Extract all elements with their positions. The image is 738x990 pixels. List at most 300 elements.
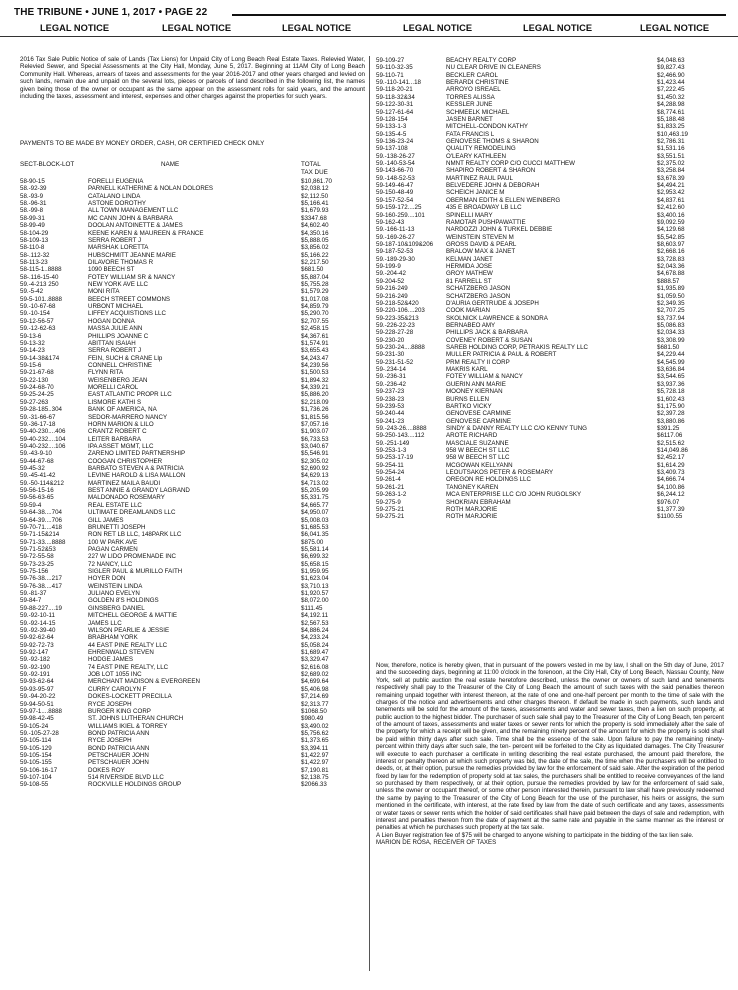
parcel-owner: ST. JOHNS LUTHERAN CHURCH: [88, 715, 184, 723]
parcel-row: [20, 509, 365, 516]
parcel-sbl: 59-127-61-64: [376, 108, 414, 116]
parcel-sbl: 58.-92-39: [20, 185, 47, 193]
signature-line: MARION DE ROSA, RECEIVER OF TAXES: [376, 839, 497, 846]
parcel-sbl: 59-275-21: [376, 505, 405, 513]
parcel-row: [20, 355, 365, 362]
parcel-owner: NARDOZZI JOHN & TURKEL DEBBIE: [446, 226, 553, 234]
parcel-row: [20, 252, 365, 259]
parcel-row: [376, 204, 721, 211]
parcel-owner: PETSCHAUER JOHN: [88, 759, 149, 767]
parcel-total: $5,331.75: [301, 494, 329, 502]
parcel-owner: BERARDI CHRISTINE: [446, 79, 509, 87]
parcel-sbl: 59.-169-26-27: [376, 233, 415, 241]
parcel-row: [376, 256, 721, 263]
parcel-sbl: 59-105-129: [20, 744, 52, 752]
parcel-total: $2,690.92: [301, 465, 329, 473]
parcel-owner: WEINSTEIN LINDA: [88, 582, 143, 590]
parcel-row: [376, 462, 721, 469]
parcel-total: $2,112.50: [301, 192, 329, 200]
parcel-sbl: 59-71-52&53: [20, 545, 56, 553]
parcel-total: $111.45: [301, 604, 323, 612]
parcel-owner: MAKRIS KARL: [446, 366, 488, 374]
parcel-owner: BURNS ELLEN: [446, 395, 489, 403]
parcel-sbl: 59-228-27-28: [376, 329, 414, 337]
parcel-row: [376, 219, 721, 226]
parcel-owner: SPINELLI MARY: [446, 211, 493, 219]
parcel-total: $3,710.13: [301, 582, 329, 590]
parcel-owner: REAL ESTATE LLC: [88, 501, 142, 509]
parcel-owner: GENOVESE CARMINE: [446, 417, 511, 425]
parcel-owner: NEW YORK AVE LLC: [88, 281, 148, 289]
parcel-row: [376, 197, 721, 204]
parcel-sbl: 59-56-15-16: [20, 487, 54, 495]
parcel-owner: WILSON PEARLIE & JESSIE: [88, 626, 170, 634]
parcel-total: $5,756.62: [301, 729, 329, 737]
parcel-total: $1,531.16: [657, 145, 685, 153]
parcel-owner: BERNABEO AMY: [446, 321, 496, 329]
parcel-sbl: 59-231-51-52: [376, 358, 414, 366]
parcel-row: [376, 160, 721, 167]
parcel-row: [376, 351, 721, 358]
parcel-sbl: 58-104-29: [20, 229, 49, 237]
parcel-sbl: 59-97-1....8888: [20, 707, 62, 715]
parcel-sbl: 59-15-6: [20, 361, 42, 369]
parcel-sbl: 59-128-154: [376, 115, 408, 123]
parcel-sbl: 59-12-56-57: [20, 317, 54, 325]
parcel-row: [376, 373, 721, 380]
parcel-sbl: 59-230-20: [376, 336, 405, 344]
parcel-total: $1,017.08: [301, 295, 329, 303]
parcel-sbl: 59.-251-149: [376, 439, 410, 447]
parcel-owner: LEVINE HAROLD & LISA MALLON: [88, 472, 186, 480]
parcel-sbl: 59-.234-14: [376, 366, 406, 374]
parcel-total: $4,288.98: [657, 101, 685, 109]
parcel-row: [20, 531, 365, 538]
parcel-row: [20, 450, 365, 457]
parcel-total: $6,699.32: [301, 553, 329, 561]
parcel-sbl: 59-14-23: [20, 347, 45, 355]
parcel-sbl: 59-254-24: [376, 469, 405, 477]
parcel-sbl: 59-136-23-24: [376, 137, 414, 145]
parcel-owner: CURRY CAROLYN F: [88, 685, 147, 693]
parcel-owner: CATALANO LINDA: [88, 192, 141, 200]
parcel-sbl: 59-237-23: [376, 388, 405, 396]
parcel-row: [20, 701, 365, 708]
parcel-sbl: 59-239-53: [376, 402, 405, 410]
parcel-row: [376, 499, 721, 506]
parcel-row: [376, 182, 721, 189]
parcel-total: $4,350.16: [301, 229, 329, 237]
parcel-sbl: 59-98-42-45: [20, 715, 54, 723]
parcel-total: $980.49: [301, 715, 324, 723]
parcel-owner: WEISENBERG JEAN: [88, 376, 148, 384]
parcel-row: [20, 414, 365, 421]
parcel-owner: BEECH STREET COMMONS: [88, 295, 171, 303]
parcel-owner: HODGE JAMES: [88, 656, 134, 664]
parcel-owner: JOB LOT 1055 INC: [88, 671, 142, 679]
parcel-total: $2,349.35: [657, 299, 685, 307]
parcel-sbl: 59-204-52: [376, 277, 405, 285]
parcel-sbl: 59-108-55: [20, 781, 49, 789]
parcel-total: $6,733.53: [301, 435, 329, 443]
parcel-total: $1,059.50: [657, 292, 685, 300]
parcel-total: $3,490.02: [301, 722, 329, 730]
parcel-total: $2,397.28: [657, 410, 685, 418]
parcel-sbl: 59-106-16-17: [20, 766, 58, 774]
parcel-row: [376, 440, 721, 447]
parcel-total: $8,072.00: [301, 597, 329, 605]
parcel-total: $888.57: [657, 277, 680, 285]
parcel-row: [376, 469, 721, 476]
parcel-total: $1100.55: [657, 513, 683, 521]
parcel-total: $7,222.45: [657, 86, 685, 94]
parcel-total: $5,887.04: [301, 273, 329, 281]
parcel-sbl: 59.-10-67-68: [20, 303, 56, 311]
parcel-owner: MULLER PATRICIA & PAUL & ROBERT: [446, 351, 557, 359]
parcel-row: [376, 366, 721, 373]
parcel-owner: JULIANO EVELYN: [88, 590, 140, 598]
parcel-owner: IPA ASSET MGMT, LLC: [88, 442, 154, 450]
parcel-row: [20, 723, 365, 730]
parcel-sbl: 59-218-52&420: [376, 299, 419, 307]
parcel-sbl: 59-22-130: [20, 376, 49, 384]
parcel-row: [376, 337, 721, 344]
parcel-row: [20, 296, 365, 303]
parcel-row: [20, 494, 365, 501]
parcel-sbl: 59.-166-11-13: [376, 226, 415, 234]
parcel-row: [20, 281, 365, 288]
parcel-sbl: 58-.112-32: [20, 251, 50, 259]
parcel-list-right: [376, 57, 721, 521]
masthead: THE TRIBUNE • JUNE 1, 2017 • PAGE 22: [14, 7, 208, 18]
parcel-total: $4,666.74: [657, 476, 685, 484]
parcel-total: $875.00: [301, 538, 324, 546]
parcel-sbl: 59.-236-31: [376, 373, 406, 381]
parcel-row: [20, 384, 365, 391]
parcel-total: $2,217.50: [301, 258, 329, 266]
parcel-owner: MC CANN JOHN & BARBARA: [88, 214, 173, 222]
parcel-total: $3,678.39: [657, 174, 685, 182]
parcel-sbl: 59-216-249: [376, 292, 408, 300]
parcel-sbl: 59-238-23: [376, 395, 405, 403]
section-header: LEGAL NOTICE: [523, 23, 593, 33]
parcel-row: [20, 708, 365, 715]
parcel-sbl: 59.-92-191: [20, 671, 50, 679]
parcel-sbl: 59-135-4-5: [376, 130, 407, 138]
parcel-owner: KELMAN JANET: [446, 255, 493, 263]
parcel-total: $2,043.36: [657, 263, 685, 271]
parcel-row: [20, 347, 365, 354]
section-header: LEGAL NOTICE: [640, 23, 710, 33]
parcel-row: [20, 664, 365, 671]
parcel-owner: MERCHANT MADISON & EVERGREEN: [88, 678, 200, 686]
parcel-owner: FOTEY WILLIAM & NANCY: [446, 373, 523, 381]
parcel-row: [376, 447, 721, 454]
parcel-owner: SCHMEELK MICHAEL: [446, 108, 510, 116]
parcel-owner: COOK MARIAN: [446, 307, 491, 315]
parcel-total: $4,713.02: [301, 479, 329, 487]
parcel-total: $3,737.94: [657, 314, 685, 322]
parcel-sbl: 59-92-147: [20, 649, 49, 656]
parcel-row: [376, 175, 721, 182]
parcel-owner: COOGAN CHRISTOPHER: [88, 457, 163, 465]
parcel-row: [376, 476, 721, 483]
parcel-total: $1,815.56: [301, 413, 329, 421]
parcel-row: [376, 344, 721, 351]
parcel-total: $1,894.32: [301, 376, 329, 384]
parcel-total: $4,339.21: [301, 384, 329, 392]
parcel-sbl: 59-118-20-21: [376, 86, 413, 94]
parcel-row: [20, 767, 365, 774]
parcel-owner: SCHEICH JANICE M: [446, 189, 505, 197]
parcel-row: [20, 553, 365, 560]
parcel-owner: BOND PATRICIA ANN: [88, 729, 150, 737]
parcel-row: [20, 730, 365, 737]
parcel-row: [20, 546, 365, 553]
parcel-owner: 958 W BEECH ST LLC: [446, 447, 510, 455]
parcel-sbl: 59-275-21: [376, 513, 405, 521]
parcel-row: [20, 597, 365, 604]
parcel-owner: O'LEARY KATHLEEN: [446, 152, 506, 160]
parcel-owner: CONNELL CHRISTINE: [88, 361, 153, 369]
parcel-total: $3,636.84: [657, 366, 685, 374]
parcel-row: [376, 94, 721, 101]
parcel-sbl: 59-71-15&214: [20, 531, 60, 539]
parcel-total: $3,728.83: [657, 255, 685, 263]
parcel-row: [376, 403, 721, 410]
parcel-row: [376, 64, 721, 71]
parcel-row: [20, 333, 365, 340]
parcel-owner: LEITER BARBARA: [88, 435, 141, 443]
legal-notice-header-bar: [0, 22, 738, 37]
parcel-owner: SERRA ROBERT J: [88, 236, 142, 244]
parcel-total: $5,166.22: [301, 251, 329, 259]
parcel-total: $2,375.02: [657, 160, 685, 168]
parcel-owner: RYCE JOSEPH: [88, 700, 132, 708]
parcel-row: [20, 230, 365, 237]
parcel-total: $2,138.75: [301, 774, 329, 782]
parcel-owner: TORRES ALISSA: [446, 93, 495, 101]
parcel-row: [20, 259, 365, 266]
parcel-owner: ROTH MARJORIE: [446, 513, 498, 521]
parcel-total: $3,544.65: [657, 373, 685, 381]
parcel-row: [376, 425, 721, 432]
parcel-total: $6,041.35: [301, 531, 329, 539]
parcel-row: [376, 359, 721, 366]
parcel-sbl: 59-94-50-51: [20, 700, 54, 708]
parcel-row: [20, 671, 365, 678]
parcel-total: $4,494.21: [657, 182, 685, 190]
parcel-sbl: 59-199-9: [376, 263, 401, 271]
parcel-total: $2,567.53: [301, 619, 329, 627]
parcel-owner: HERMIDA JOSE: [446, 263, 493, 271]
parcel-sbl: 59.-148-52-53: [376, 174, 415, 182]
parcel-row: [20, 428, 365, 435]
parcel-owner: SCHATZBERG JASON: [446, 292, 511, 300]
parcel-row: [20, 207, 365, 214]
parcel-row: [20, 656, 365, 663]
parcel-sbl: 59-105-154: [20, 752, 52, 760]
parcel-sbl: 59-59-4: [20, 501, 42, 509]
parcel-total: $10,463.19: [657, 130, 688, 138]
parcel-row: [20, 391, 365, 398]
parcel-owner: HOGAN DONNA: [88, 317, 135, 325]
parcel-sbl: 59-73-23-25: [20, 560, 54, 568]
parcel-total: $4,233.24: [301, 634, 329, 642]
parcel-total: $2,218.09: [301, 398, 329, 406]
parcel-total: $1068.50: [301, 707, 327, 715]
parcel-total: $2066.33: [301, 781, 327, 789]
parcel-owner: PARNELL KATHERINE & NOLAN DOLORES: [88, 185, 214, 193]
parcel-row: [376, 396, 721, 403]
parcel-owner: DOKES-LOCKETT PRECILLA: [88, 693, 172, 701]
parcel-row: [20, 244, 365, 251]
parcel-row: [376, 248, 721, 255]
parcel-total: $2,452.17: [657, 454, 685, 462]
parcel-sbl: 59-263-1-2: [376, 491, 407, 499]
parcel-sbl: 59-88-227....19: [20, 604, 62, 612]
parcel-total: $7,214.69: [301, 693, 329, 701]
parcel-row: [20, 502, 365, 509]
parcel-total: $5,086.83: [657, 321, 685, 329]
parcel-total: $2,466.90: [657, 71, 685, 79]
parcel-owner: OBERMAN EDITH & ELLEN WEINBERG: [446, 196, 561, 204]
parcel-row: [20, 215, 365, 222]
parcel-total: $2,953.42: [657, 189, 685, 197]
parcel-owner: HORN MARION & LILO: [88, 420, 154, 428]
parcel-sbl: 59-64-38....704: [20, 509, 62, 517]
parcel-owner: MASSA JULIE ANN: [88, 325, 143, 333]
parcel-owner: NMNT REALTY CORP C/O CUCCI MATTHEW: [446, 160, 576, 168]
parcel-sbl: 59-122-30-31: [376, 101, 414, 109]
parcel-owner: QUALITY REMODELING: [446, 145, 516, 153]
parcel-owner: 72 NANCY, LLC: [88, 560, 133, 568]
parcel-row: [20, 693, 365, 700]
parcel-total: $976.07: [657, 498, 680, 506]
parcel-owner: GROY MATHEW: [446, 270, 493, 278]
parcel-sbl: 59.-204-42: [376, 270, 406, 278]
parcel-row: [376, 432, 721, 439]
parcel-sbl: 59-93-62-64: [20, 678, 54, 686]
parcel-row: [20, 178, 365, 185]
parcel-total: $681.50: [301, 266, 324, 274]
parcel-row: [20, 237, 365, 244]
parcel-row: [376, 234, 721, 241]
parcel-total: $3,258.84: [657, 167, 685, 175]
parcel-owner: BECKLER CAROL: [446, 71, 498, 79]
parcel-owner: SEDOR-MARRERO NANCY: [88, 413, 168, 421]
parcel-owner: SHAPIRO ROBERT & SHARON: [446, 167, 536, 175]
parcel-owner: NU CLEAR DRIVE IN CLEANERS: [446, 64, 541, 72]
parcel-sbl: 59-107-104: [20, 774, 52, 782]
parcel-total: $4,678.88: [657, 270, 685, 278]
parcel-sbl: 59-44-67-68: [20, 457, 54, 465]
parcel-owner: 958 W BEECH ST LLC: [446, 454, 510, 462]
notice-closing: [376, 662, 724, 846]
parcel-total: $5,886.20: [301, 391, 329, 399]
parcel-sbl: 59-13-6: [20, 332, 42, 340]
parcel-row: [376, 72, 721, 79]
parcel-sbl: 59.-92-182: [20, 656, 50, 664]
parcel-row: [20, 649, 365, 656]
parcel-owner: GOLDEN 8'S HOLDINGS: [88, 597, 159, 605]
parcel-list-left: [20, 178, 365, 789]
parcel-owner: FEIN, SUCH & CRANE Llp: [88, 354, 163, 362]
parcel-sbl: 59-216-249: [376, 285, 408, 293]
parcel-total: $1,959.95: [301, 568, 329, 576]
parcel-sbl: 59.-243-26....8888: [376, 424, 427, 432]
parcel-total: $1,422.97: [301, 759, 329, 767]
parcel-sbl: 59-275-9: [376, 498, 401, 506]
parcel-row: [376, 315, 721, 322]
parcel-owner: RAMOTAR PUSHPAWATTIE: [446, 218, 526, 226]
parcel-total: $7,190.81: [301, 766, 329, 774]
parcel-owner: PHILLIPS JOANNE C: [88, 332, 149, 340]
parcel-sbl: 58-115-1..8888: [20, 266, 62, 274]
parcel-owner: ASTONE DOROTHY: [88, 200, 146, 208]
parcel-sbl: 59.-138-26-27: [376, 152, 415, 160]
parcel-row: [376, 491, 721, 498]
parcel-owner: OREGON RE HOLDINGS LLC: [446, 476, 531, 484]
parcel-sbl: 59-223-35&213: [376, 314, 419, 322]
parcel-sbl: 59.-50-114&212: [20, 479, 64, 487]
parcel-total: $6117.06: [657, 432, 683, 440]
parcel-row: [20, 340, 365, 347]
parcel-total: $5,581.14: [301, 545, 329, 553]
parcel-sbl: 59-230-24....8888: [376, 344, 425, 352]
section-header: LEGAL NOTICE: [282, 23, 352, 33]
parcel-sbl: 58.-99-8: [20, 207, 44, 215]
section-header: LEGAL NOTICE: [403, 23, 473, 33]
parcel-owner: EAST ATLANTIC PROPR LLC: [88, 391, 172, 399]
parcel-total: $4,629.13: [301, 472, 329, 480]
parcel-owner: MCA ENTERPRISE LLC C/O JOHN RUGOLSKY: [446, 491, 582, 499]
parcel-row: [20, 612, 365, 619]
parcel-row: [20, 774, 365, 781]
parcel-owner: PAGAN CARMEN: [88, 545, 138, 553]
parcel-owner: 435 E BROADWAY LB LLC: [446, 204, 522, 212]
parcel-sbl: 59-76-38....417: [20, 582, 62, 590]
parcel-row: [376, 278, 721, 285]
parcel-row: [20, 539, 365, 546]
parcel-sbl: 59-84-7: [20, 597, 42, 605]
parcel-owner: 100 W PARK AVE: [88, 538, 138, 546]
parcel-row: [376, 388, 721, 395]
parcel-row: [376, 57, 721, 64]
parcel-row: [20, 318, 365, 325]
parcel-sbl: 59-143-66-70: [376, 167, 414, 175]
parcel-row: [20, 472, 365, 479]
parcel-owner: SHOKRIAN EBRAHAM: [446, 498, 511, 506]
parcel-row: [376, 167, 721, 174]
column-divider: [369, 56, 370, 971]
parcel-owner: LIFFEY ACQUISTIONS LLC: [88, 310, 166, 318]
parcel-row: [376, 145, 721, 152]
parcel-sbl: 59.-92-10-11: [20, 612, 55, 620]
parcel-row: [20, 480, 365, 487]
parcel-owner: ULTIMATE DREAMLANDS LLC: [88, 509, 176, 517]
parcel-total: $1,679.93: [301, 207, 329, 215]
parcel-sbl: 58-99-31: [20, 214, 45, 222]
top-rule: [232, 14, 726, 16]
parcel-row: [20, 781, 365, 788]
parcel-sbl: 59.-81-37: [20, 590, 47, 598]
column-header-sbl: SECT-BLOCK-LOT: [20, 161, 75, 168]
parcel-sbl: 59.-226-22-23: [376, 321, 415, 329]
parcel-owner: BEST ANNIE & GRANDY LAGRAND: [88, 487, 190, 495]
parcel-row: [376, 241, 721, 248]
parcel-row: [376, 212, 721, 219]
